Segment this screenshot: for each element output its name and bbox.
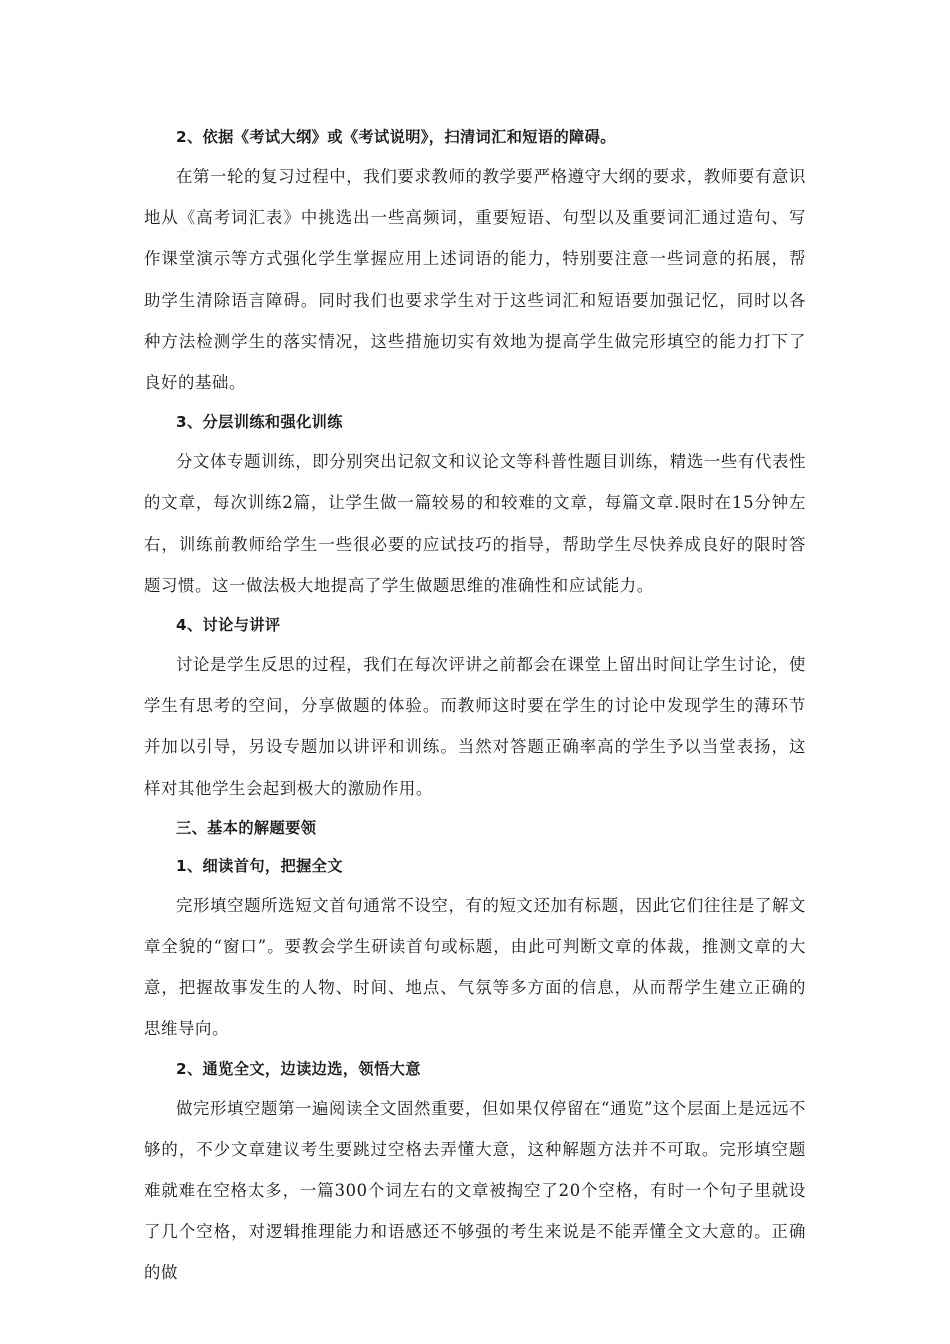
subsection-heading-1: 1、细读首句，把握全文	[176, 856, 343, 875]
paragraph-overview: 做完形填空题第一遍阅读全文固然重要，但如果仅停留在“通览”这个层面上是远远不够的，不少文章建议考生要跳过空格去弄懂大意，这种解题方法并不可取。完形填空题难就难在空格太多，一篇300个词左右的文章被掏空了20个空格，有时一个句子里就设了几个空格，对逻辑推理能力和语感还不够强的考生来说是不能弄懂全文大意的。正确的做	[144, 1098, 806, 1283]
paragraph-first-sentence: 完形填空题所选短文首句通常不设空，有的短文还加有标题，因此它们往往是了解文章全貌的“窗口”。要教会学生研读首句或标题，由此可判断文章的体裁，推测文章的大意，把握故事发生的人物、时间、地点、气氛等多方面的信息，从而帮学生建立正确的思维导向。	[144, 895, 806, 1039]
section-heading-2: 2、依据《考试大纲》或《考试说明》，扫清词汇和短语的障碍。	[176, 128, 616, 146]
section-heading-4: 4、讨论与讲评	[176, 616, 281, 635]
paragraph-discussion: 讨论是学生反思的过程，我们在每次评讲之前都会在课堂上留出时间让学生讨论，使学生有思考的空间，分享做题的体验。而教师这时要在学生的讨论中发现学生的薄环节并加以引导，另设专题加以讲评和训练。当然对答题正确率高的学生予以当堂表扬，这样对其他学生会起到极大的激励作用。	[144, 655, 806, 798]
document-page	[144, 118, 806, 1294]
paragraph-training: 分文体专题训练，即分别突出记叙文和议论文等科普性题目训练，精选一些有代表性的文章，每次训练2篇，让学生做一篇较易的和较难的文章，每篇文章.限时在15分钟左右，训练前教师给学生一些很必要的应试技巧的指导，帮助学生尽快养成良好的限时答题习惯。这一做法极大地提高了学生做题思维的准确性和应试能力。	[144, 452, 806, 595]
section-heading-3: 3、分层训练和强化训练	[176, 413, 343, 432]
paragraph-vocabulary: 在第一轮的复习过程中，我们要求教师的教学要严格遵守大纲的要求，教师要有意识地从《高考词汇表》中挑选出一些高频词，重要短语、句型以及重要词汇通过造句、写作课堂演示等方式强化学生掌握应用上述词语的能力，特别要注意一些词意的拓展，帮助学生清除语言障碍。同时我们也要求学生对于这些词汇和短语要加强记忆，同时以各种方法检测学生的落实情况，这些措施切实有效地为提高学生做完形填空的能力打下了良好的基础。	[144, 167, 806, 393]
chapter-heading-3: 三、基本的解题要领	[176, 818, 317, 837]
subsection-heading-2: 2、通览全文，边读边选，领悟大意	[176, 1059, 421, 1078]
